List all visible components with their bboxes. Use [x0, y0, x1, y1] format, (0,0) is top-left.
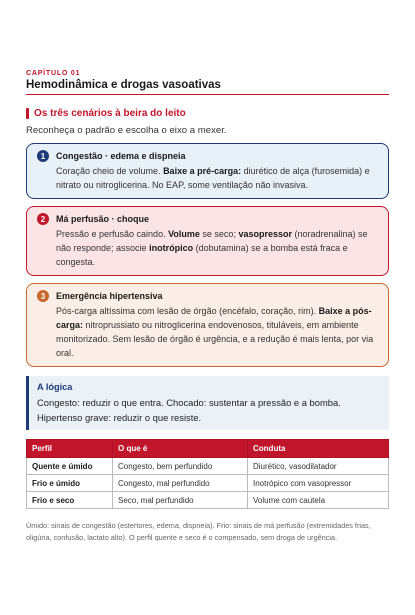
table-header-cell: Perfil: [27, 440, 113, 458]
table-cell: Congesto, mal perfundido: [113, 475, 248, 492]
section-intro: Reconheça o padrão e escolha o eixo a mexer.: [26, 125, 227, 136]
scenario-title: Má perfusão · choque: [56, 214, 150, 224]
table-row: [27, 492, 389, 509]
scenario-title: Congestão · edema e dispneia: [56, 151, 186, 161]
number-badge: 2: [37, 213, 49, 225]
scenario-card-congestion: [26, 143, 389, 199]
number-badge: 1: [37, 150, 49, 162]
table-cell: Seco, mal perfundido: [113, 492, 248, 509]
scenario-body: Pressão e perfusão caindo. Volume se seco; vasopressor (noradrenalina) se não responde; associe inotrópico (dobutamina) se a bomba está fraca e congesta.: [56, 229, 368, 267]
number-badge: 3: [37, 290, 49, 302]
table-cell: Inotrópico com vasopressor: [248, 475, 389, 492]
chapter-title: Hemodinâmica e drogas vasoativas: [26, 79, 389, 95]
chapter-label: CAPÍTULO 01: [26, 70, 81, 77]
logic-title: A lógica: [37, 382, 73, 392]
table-cell: Volume com cautela: [248, 492, 389, 509]
table-header-cell: Conduta: [248, 440, 389, 458]
table-cell: Frio e úmido: [27, 475, 113, 492]
table-cell: Diurético, vasodilatador: [248, 458, 389, 475]
table-header-row: [27, 440, 389, 458]
section-heading: [26, 108, 389, 119]
profile-table: [26, 439, 389, 509]
scenario-body: Pós-carga altíssima com lesão de órgão (encéfalo, coração, rim). Baixe a pós-carga: nitroprussiato ou nitroglicerina endovenosos, tituláveis, em ambiente monitorizado. Sem lesão de órgão é urgência, e a redução é mais lenta, por via oral.: [56, 306, 374, 358]
scenario-body: Coração cheio de volume. Baixe a pré-carga: diurético de alça (furosemida) e nitrato ou nitroglicerina. No EAP, some ventilação não invasiva.: [56, 166, 370, 190]
scenario-card-hypertensive: [26, 283, 389, 367]
section-title: Os três cenários à beira do leito: [34, 108, 186, 119]
table-cell: Quente e úmido: [27, 458, 113, 475]
scenario-title: Emergência hipertensiva: [56, 291, 163, 301]
table-row: [27, 475, 389, 492]
section-marker: [26, 108, 29, 119]
table-header-cell: O que é: [113, 440, 248, 458]
table-cell: Congesto, bem perfundido: [113, 458, 248, 475]
logic-body: Congesto: reduzir o que entra. Chocado: sustentar a pressão e a bomba. Hipertenso grave: reduzir o que resiste.: [37, 397, 341, 423]
table-cell: Frio e seco: [27, 492, 113, 509]
scenario-card-shock: [26, 206, 389, 276]
table-row: [27, 458, 389, 475]
footnote: Úmido: sinais de congestão (estertores, edema, dispneia). Frio: sinais de má perfusão (extremidades frias, oligúria, confusão, lactato alto). O perfil quente e seco é o compensado, sem droga de urgência.: [26, 521, 371, 542]
logic-callout: [26, 376, 389, 430]
